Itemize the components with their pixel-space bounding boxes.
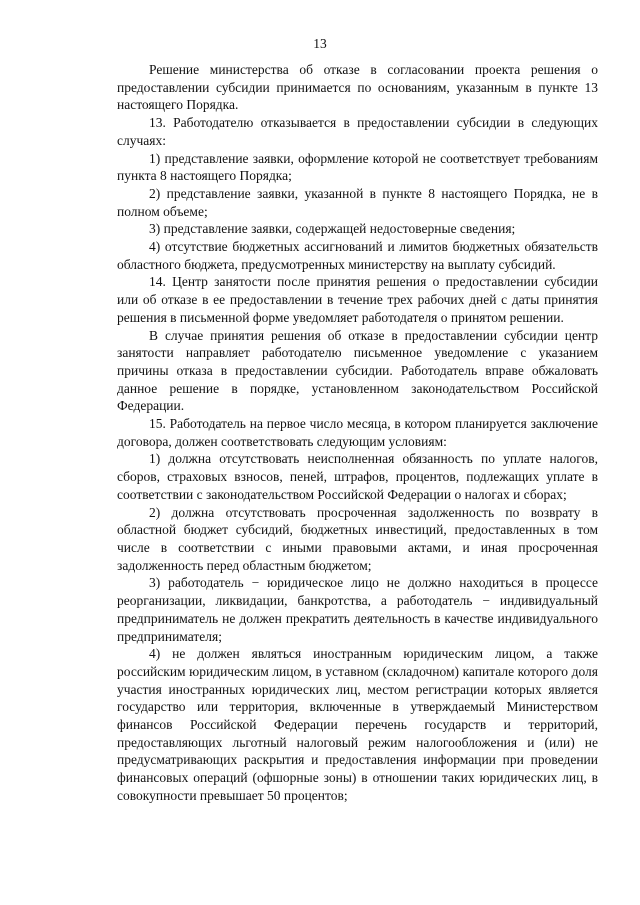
paragraph-13: 13. Работодателю отказывается в предоставлении субсидии в следующих случаях:	[117, 115, 598, 148]
paragraph-14: 14. Центр занятости после принятия решения о предоставлении субсидии или об отказе в ее предоставлении в течение трех рабочих дней с даты принятия решения в письменной форме уведомляет работодателя о принятом решении.	[117, 274, 598, 325]
paragraph-13-item-1: 1) представление заявки, оформление которой не соответствует требованиям пункта 8 настоящего Порядка;	[117, 150, 598, 184]
paragraph-13-item-2: 2) представление заявки, указанной в пункте 8 настоящего Порядка, не в полном объеме;	[117, 185, 598, 219]
paragraph-14-refusal: В случае принятия решения об отказе в предоставлении субсидии центр занятости направляет работодателю письменное уведомление с указанием причины отказа в предоставлении субсидии. Работодатель вправе обжаловать данное решение в порядке, установленном законодательством Российской Федерации.	[117, 327, 598, 414]
paragraph-15-item-1: 1) должна отсутствовать неисполненная обязанность по уплате налогов, сборов, страховых взносов, пеней, штрафов, процентов, подлежащих уплате в соответствии с законодательством Российской Федерации о налогах и сборах;	[117, 451, 598, 502]
paragraph-15-item-2: 2) должна отсутствовать просроченная задолженность по возврату в областной бюджет субсидий, бюджетных инвестиций, предоставленных в том числе в соответствии с иными правовыми актами, и иная просроченная задолженность перед областным бюджетом;	[117, 504, 598, 573]
paragraph-13-item-4: 4) отсутствие бюджетных ассигнований и лимитов бюджетных обязательств областного бюджета, предусмотренных министерству на выплату субсидий.	[117, 239, 598, 272]
document-body	[117, 61, 598, 805]
paragraph-15: 15. Работодатель на первое число месяца, в котором планируется заключение договора, должен соответствовать следующим условиям:	[117, 416, 598, 449]
paragraph-15-item-4: 4) не должен являться иностранным юридическим лицом, а также российским юридическим лицом, в уставном (складочном) капитале которого доля участия иностранных юридических лиц, местом регистрации которых является государство или территория, включенные в утверждаемый Министерством финансов Российской Федерации перечень государств и территорий, предоставляющих льготный налоговый режим налогообложения и (или) не предусматривающих раскрытия и предоставления информации при проведении финансовых операций (офшорные зоны) в отношении таких юридических лиц, в совокупности превышает 50 процентов;	[117, 646, 598, 803]
paragraph-13-item-3: 3) представление заявки, содержащей недостоверные сведения;	[149, 221, 516, 237]
page-number: 13	[313, 36, 327, 51]
paragraph-rejection-basis: Решение министерства об отказе в согласовании проекта решения о предоставлении субсидии принимается по основаниям, указанным в пункте 13 настоящего Порядка.	[117, 62, 598, 113]
paragraph-15-item-3: 3) работодатель − юридическое лицо не должно находиться в процессе реорганизации, ликвидации, банкротства, а работодатель − индивидуальный предприниматель не должен прекратить деятельность в качестве индивидуального предпринимателя;	[117, 575, 598, 644]
